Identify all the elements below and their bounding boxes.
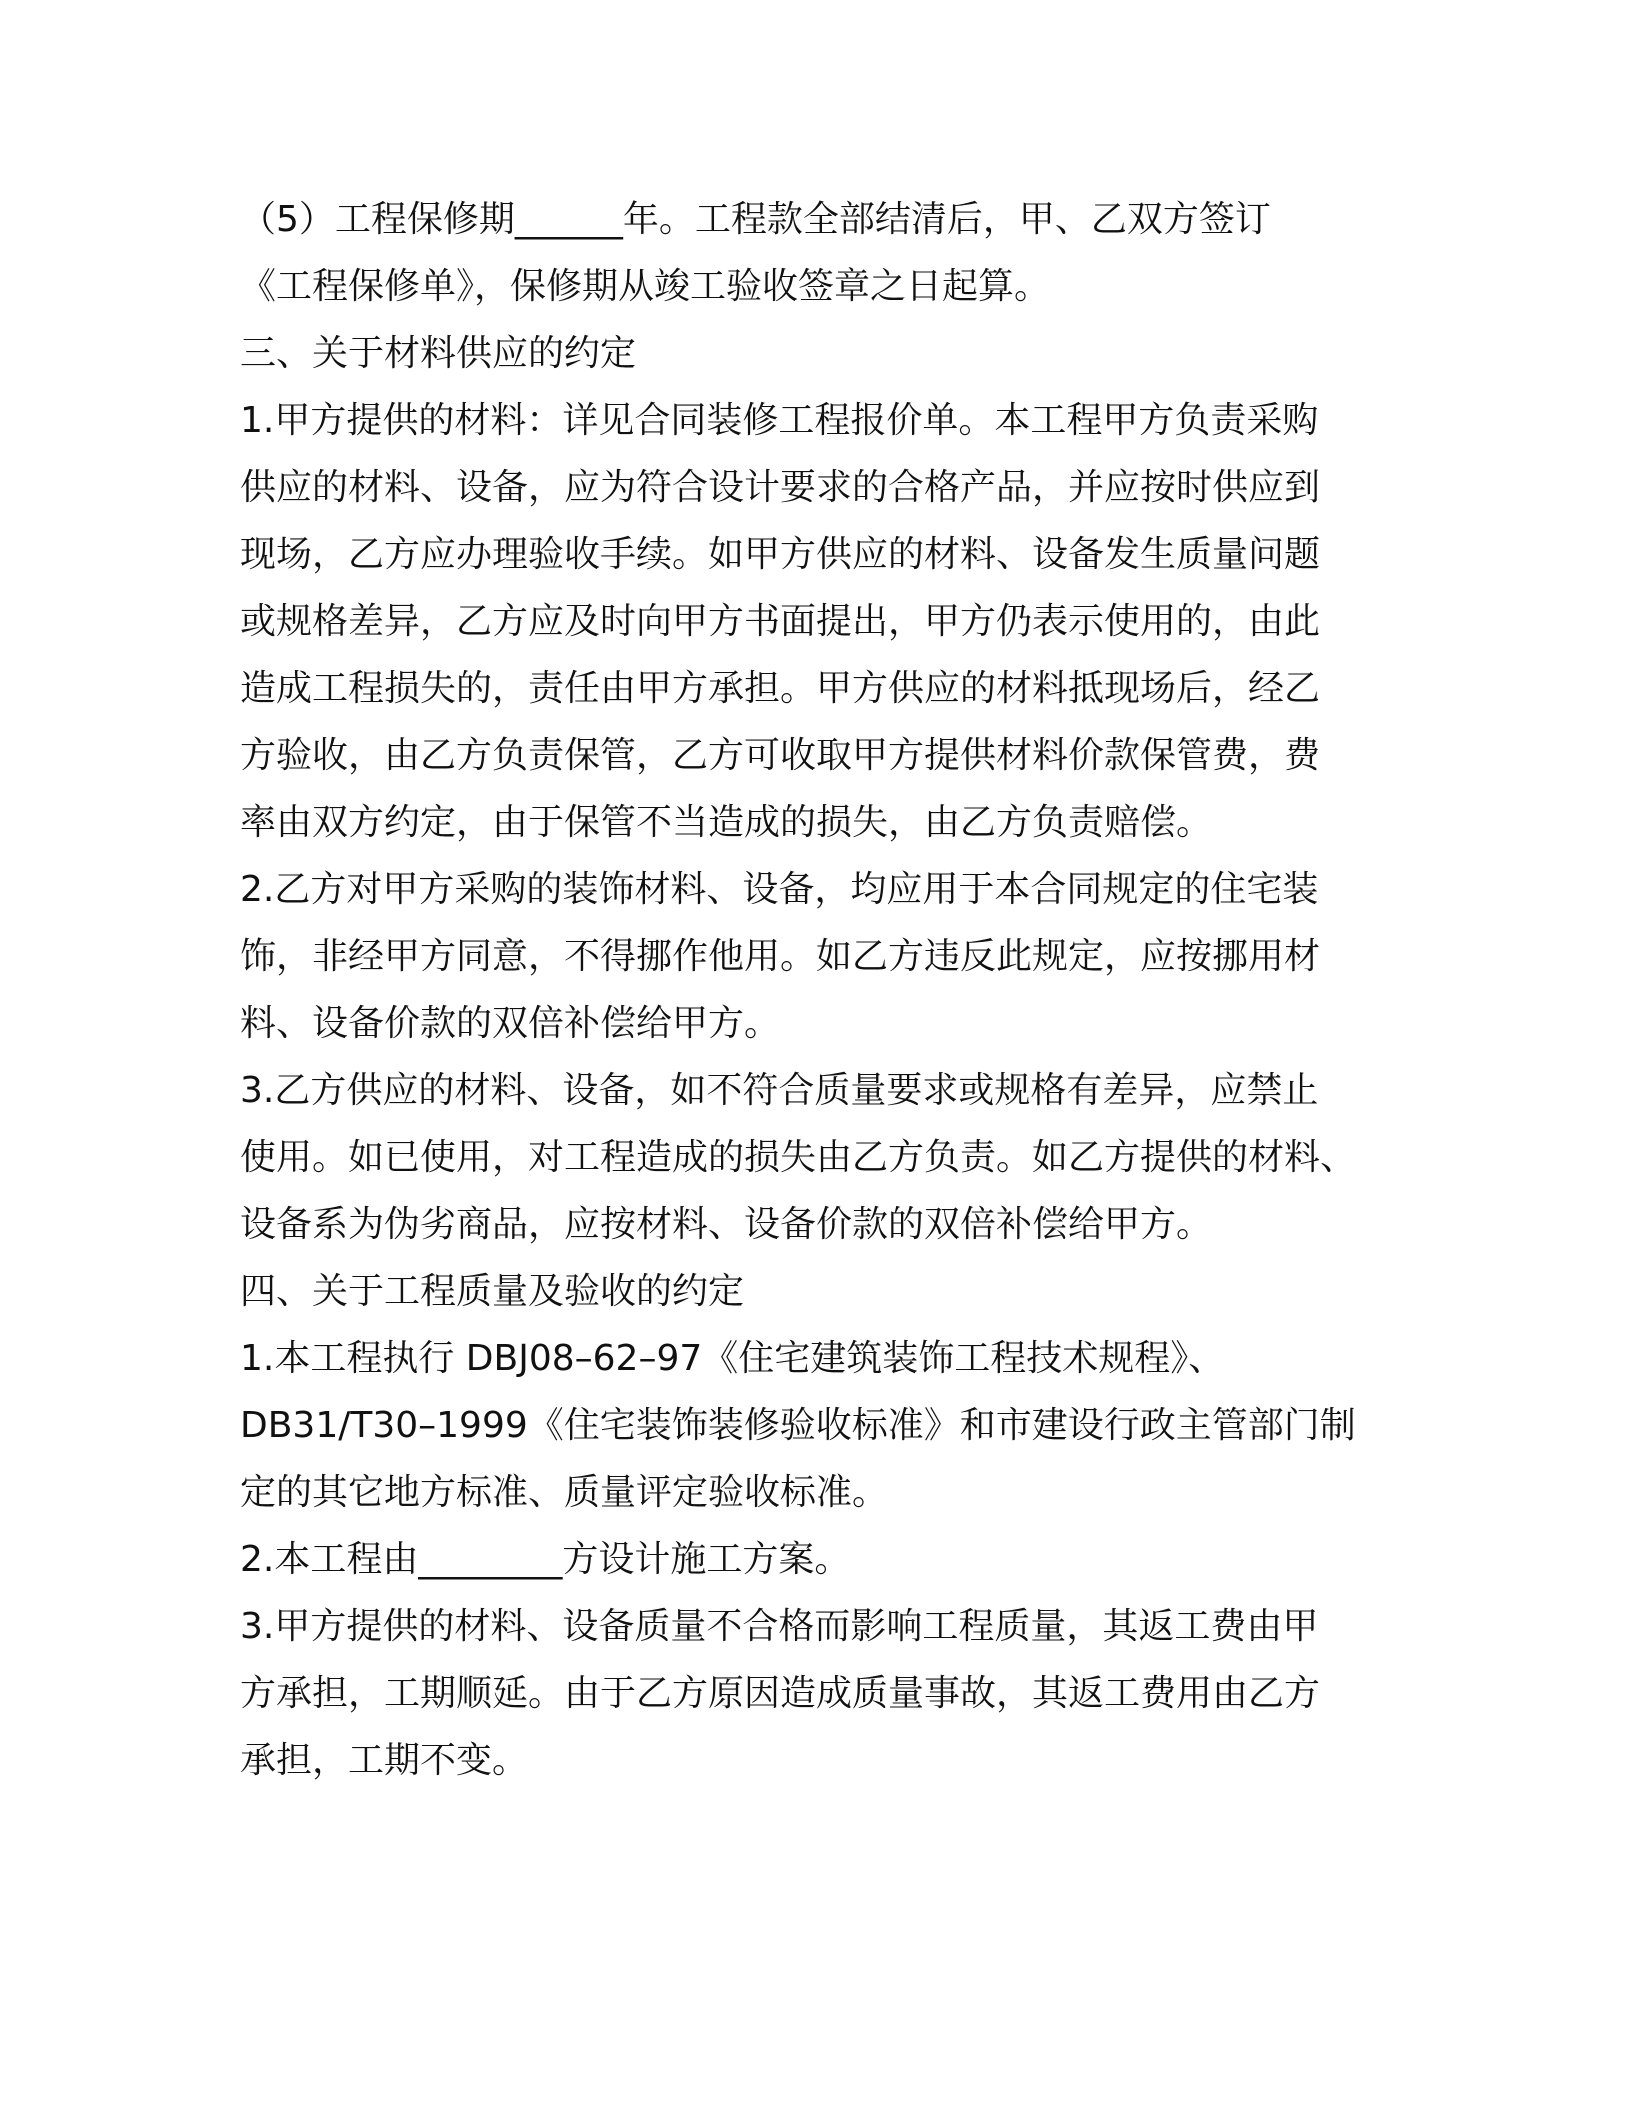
text-line-24: 承担，工期不变。	[240, 1740, 529, 1781]
text-line-14: 3.乙方供应的材料、设备，如不符合质量要求或规格有差异，应禁止	[240, 1070, 1319, 1111]
document-page	[240, 186, 1380, 1794]
text-line-9: 方验收，由乙方负责保管，乙方可收取甲方提供材料价款保管费，费	[240, 735, 1321, 776]
text-line-8: 造成工程损失的，责任由甲方承担。甲方供应的材料抵现场后，经乙	[240, 668, 1321, 709]
text-line-18: 1.本工程执行 DBJ08–62–97《住宅建筑装饰工程技术规程》、	[240, 1338, 1225, 1379]
text-line-23: 方承担，工期顺延。由于乙方原因造成质量事故，其返工费用由乙方	[240, 1673, 1321, 1714]
text-line-7: 或规格差异，乙方应及时向甲方书面提出，甲方仍表示使用的，由此	[240, 601, 1321, 642]
section-heading-3: 三、关于材料供应的约定	[240, 333, 637, 374]
text-line-22: 3.甲方提供的材料、设备质量不合格而影响工程质量，其返工费由甲	[240, 1606, 1319, 1647]
text-line-6: 现场，乙方应办理验收手续。如甲方供应的材料、设备发生质量问题	[240, 534, 1321, 575]
text-line-12: 饰，非经甲方同意，不得挪作他用。如乙方违反此规定，应按挪用材	[240, 936, 1321, 977]
text-line-13: 料、设备价款的双倍补偿给甲方。	[240, 1003, 781, 1044]
text-line-15: 使用。如已使用，对工程造成的损失由乙方负责。如乙方提供的材料、	[240, 1137, 1357, 1178]
section-heading-4: 四、关于工程质量及验收的约定	[240, 1271, 745, 1312]
text-line-10: 率由双方约定，由于保管不当造成的损失，由乙方负责赔偿。	[240, 802, 1213, 843]
text-line-5: 供应的材料、设备，应为符合设计要求的合格产品，并应按时供应到	[240, 467, 1321, 508]
text-line-20: 定的其它地方标准、质量评定验收标准。	[240, 1472, 889, 1513]
text-line-21: 2.本工程由________方设计施工方案。	[240, 1539, 851, 1580]
text-line-19: DB31/T30–1999《住宅装饰装修验收标准》和市建设行政主管部门制	[240, 1405, 1356, 1446]
text-line-2: 《工程保修单》，保修期从竣工验收签章之日起算。	[240, 266, 1051, 307]
text-line-16: 设备系为伪劣商品，应按材料、设备价款的双倍补偿给甲方。	[240, 1204, 1213, 1245]
text-line-1: （5）工程保修期______年。工程款全部结清后，甲、乙双方签订	[240, 199, 1271, 240]
text-line-11: 2.乙方对甲方采购的装饰材料、设备，均应用于本合同规定的住宅装	[240, 869, 1319, 910]
text-line-4: 1.甲方提供的材料：详见合同装修工程报价单。本工程甲方负责采购	[240, 400, 1319, 441]
